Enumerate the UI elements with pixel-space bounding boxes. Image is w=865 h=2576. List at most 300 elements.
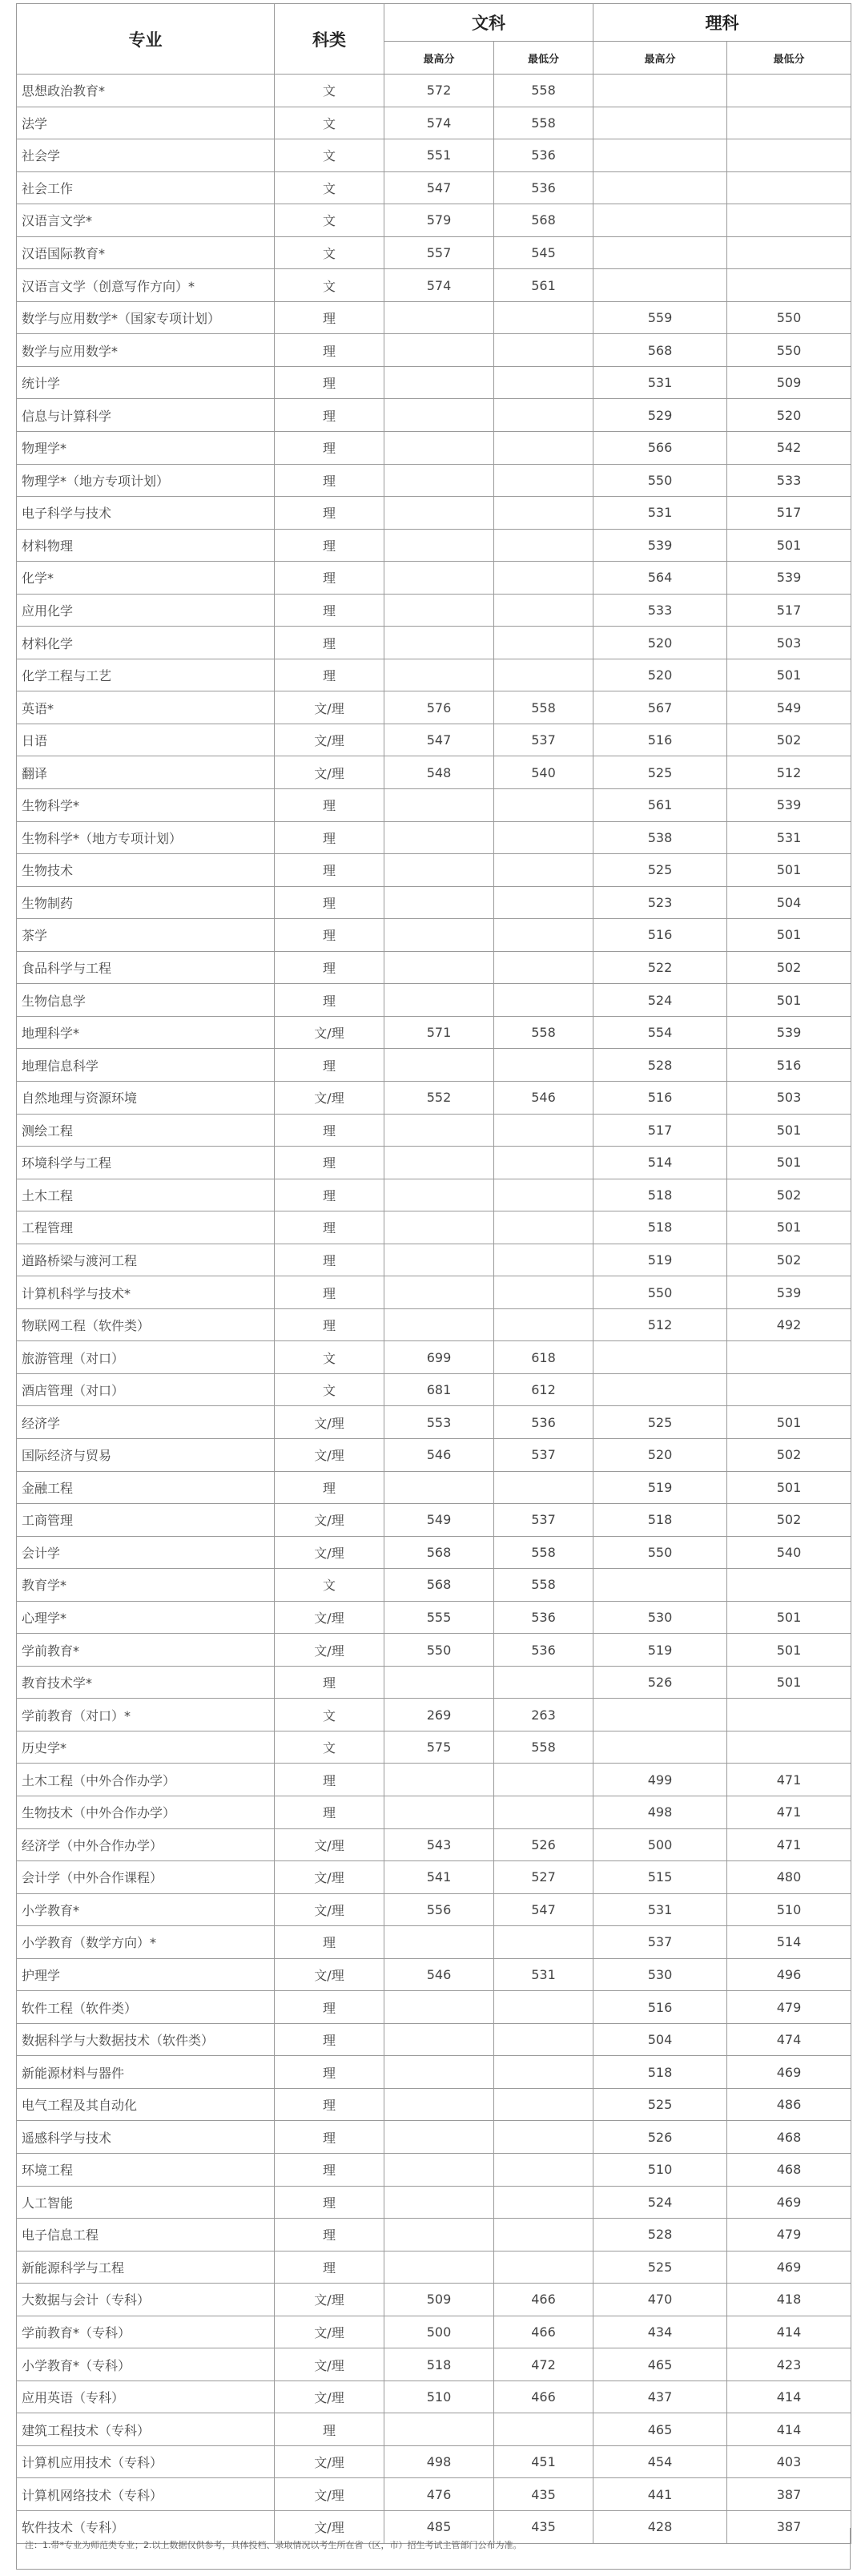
cell-like-highest: 531 [593,497,727,530]
cell-like-highest: 514 [593,1147,727,1179]
cell-major: 大数据与会计（专科） [17,2284,275,2316]
table-row [17,2154,851,2187]
table-row [17,1601,851,1634]
cell-major: 生物科学*（地方专项计划） [17,821,275,854]
cell-like-lowest: 501 [727,1211,851,1244]
cell-wenke-lowest [494,594,593,627]
cell-like-lowest: 501 [727,1114,851,1147]
cell-type: 理 [275,1666,384,1699]
cell-like-highest: 519 [593,1634,727,1667]
cell-like-highest [593,1341,727,1374]
cell-wenke-highest: 576 [384,691,494,724]
cell-type: 理 [275,562,384,595]
table-row [17,139,851,172]
cell-wenke-highest: 550 [384,1634,494,1667]
cell-like-lowest: 533 [727,464,851,497]
cell-wenke-lowest: 558 [494,75,593,107]
table-row [17,2056,851,2089]
cell-type: 理 [275,627,384,659]
cell-type: 文/理 [275,2511,384,2544]
cell-type: 文/理 [275,1958,384,1991]
cell-like-highest: 564 [593,562,727,595]
cell-type: 文 [275,236,384,269]
table-row [17,594,851,627]
cell-major: 汉语言文学（创意写作方向）* [17,269,275,302]
cell-like-lowest: 469 [727,2186,851,2219]
cell-type: 文/理 [275,1601,384,1634]
cell-like-highest: 522 [593,951,727,984]
cell-wenke-lowest [494,1114,593,1147]
cell-like-highest: 554 [593,1016,727,1049]
cell-wenke-lowest: 561 [494,269,593,302]
cell-like-highest: 520 [593,659,727,691]
cell-type: 理 [275,1796,384,1828]
cell-major: 社会工作 [17,171,275,204]
header-wenke-highest: 最高分 [384,42,494,75]
cell-type: 理 [275,919,384,952]
cell-wenke-lowest [494,854,593,887]
cell-wenke-highest [384,1049,494,1082]
cell-type: 理 [275,334,384,367]
cell-type: 理 [275,497,384,530]
cell-wenke-highest: 548 [384,756,494,789]
cell-like-highest [593,1731,727,1764]
cell-wenke-highest [384,2121,494,2154]
cell-wenke-highest [384,1244,494,1276]
cell-like-lowest: 542 [727,432,851,465]
cell-like-lowest [727,171,851,204]
table-row [17,2316,851,2348]
cell-major: 社会学 [17,139,275,172]
cell-like-highest: 559 [593,301,727,334]
cell-like-highest: 519 [593,1244,727,1276]
cell-wenke-highest: 509 [384,2284,494,2316]
cell-wenke-highest: 552 [384,1081,494,1114]
cell-type: 理 [275,659,384,691]
cell-wenke-highest: 549 [384,1504,494,1537]
cell-major: 化学工程与工艺 [17,659,275,691]
cell-like-highest: 441 [593,2478,727,2511]
cell-like-lowest [727,204,851,237]
table-row [17,691,851,724]
cell-like-lowest: 469 [727,2251,851,2284]
cell-wenke-lowest [494,1179,593,1211]
cell-wenke-highest: 574 [384,107,494,139]
cell-type: 理 [275,951,384,984]
cell-wenke-lowest: 536 [494,139,593,172]
cell-type: 文/理 [275,2284,384,2316]
cell-type: 文/理 [275,2380,384,2413]
cell-major: 茶学 [17,919,275,952]
table-row [17,1666,851,1699]
cell-wenke-highest [384,1764,494,1796]
cell-like-highest: 470 [593,2284,727,2316]
cell-wenke-highest [384,1471,494,1504]
cell-major: 小学教育*（专科） [17,2348,275,2381]
cell-major: 土木工程 [17,1179,275,1211]
cell-like-highest: 465 [593,2348,727,2381]
table-row [17,1244,851,1276]
table-row [17,1438,851,1471]
cell-like-highest: 526 [593,1666,727,1699]
cell-like-highest [593,139,727,172]
cell-wenke-highest: 681 [384,1373,494,1406]
cell-like-highest: 437 [593,2380,727,2413]
table-row [17,1828,851,1861]
cell-like-lowest [727,1699,851,1731]
cell-wenke-highest [384,1926,494,1959]
cell-wenke-lowest: 526 [494,1828,593,1861]
cell-major: 汉语国际教育* [17,236,275,269]
table-row [17,1373,851,1406]
cell-wenke-lowest: 472 [494,2348,593,2381]
cell-like-lowest: 503 [727,627,851,659]
table-row [17,659,851,691]
cell-type: 理 [275,1147,384,1179]
cell-major: 化学* [17,562,275,595]
cell-major: 汉语言文学* [17,204,275,237]
cell-like-highest [593,269,727,302]
score-table-container [16,3,851,2544]
table-row [17,1958,851,1991]
cell-wenke-lowest: 537 [494,1504,593,1537]
cell-wenke-highest: 551 [384,139,494,172]
cell-major: 地理信息科学 [17,1049,275,1082]
cell-type: 文/理 [275,1828,384,1861]
cell-like-lowest: 512 [727,756,851,789]
table-row [17,724,851,756]
table-row [17,1926,851,1959]
cell-major: 物联网工程（软件类） [17,1308,275,1341]
cell-type: 理 [275,399,384,432]
cell-wenke-highest [384,529,494,562]
cell-like-lowest: 492 [727,1308,851,1341]
cell-wenke-lowest [494,301,593,334]
cell-like-highest: 500 [593,1828,727,1861]
cell-major: 物理学* [17,432,275,465]
cell-like-lowest: 520 [727,399,851,432]
cell-wenke-lowest: 466 [494,2316,593,2348]
cell-like-lowest: 403 [727,2445,851,2478]
cell-type: 理 [275,1991,384,2024]
cell-wenke-highest [384,2186,494,2219]
header-like: 理科 [593,4,851,42]
cell-like-lowest: 509 [727,366,851,399]
cell-wenke-lowest [494,2186,593,2219]
cell-wenke-lowest: 527 [494,1861,593,1894]
table-row [17,1341,851,1374]
cell-major: 历史学* [17,1731,275,1764]
cell-major: 自然地理与资源环境 [17,1081,275,1114]
cell-like-lowest: 501 [727,919,851,952]
cell-wenke-lowest: 537 [494,1438,593,1471]
cell-like-lowest: 501 [727,1634,851,1667]
cell-like-lowest: 502 [727,951,851,984]
cell-major: 学前教育（对口）* [17,1699,275,1731]
cell-like-lowest [727,1373,851,1406]
table-row [17,627,851,659]
table-row [17,1114,851,1147]
table-row [17,1471,851,1504]
cell-like-highest: 518 [593,1179,727,1211]
table-row [17,1764,851,1796]
cell-like-lowest: 514 [727,1926,851,1959]
cell-like-highest: 465 [593,2413,727,2446]
table-row [17,1991,851,2024]
cell-like-highest: 529 [593,399,727,432]
cell-like-highest: 567 [593,691,727,724]
cell-major: 统计学 [17,366,275,399]
cell-like-highest: 504 [593,2023,727,2056]
cell-type: 理 [275,2023,384,2056]
cell-wenke-lowest [494,2121,593,2154]
cell-like-highest: 525 [593,2088,727,2121]
cell-like-highest: 530 [593,1958,727,1991]
cell-wenke-highest: 546 [384,1958,494,1991]
cell-major: 数学与应用数学* [17,334,275,367]
header-wenke: 文科 [384,4,593,42]
table-row [17,107,851,139]
cell-type: 文 [275,204,384,237]
cell-major: 信息与计算科学 [17,399,275,432]
cell-type: 文 [275,107,384,139]
cell-wenke-lowest: 466 [494,2284,593,2316]
cell-major: 人工智能 [17,2186,275,2219]
cell-like-lowest: 501 [727,1147,851,1179]
cell-like-lowest: 414 [727,2413,851,2446]
table-row [17,2121,851,2154]
cell-wenke-highest: 568 [384,1536,494,1569]
cell-wenke-highest: 553 [384,1406,494,1439]
cell-like-lowest [727,139,851,172]
cell-wenke-highest [384,821,494,854]
cell-type: 理 [275,2186,384,2219]
cell-type: 理 [275,886,384,919]
table-row [17,1699,851,1731]
cell-like-lowest [727,75,851,107]
cell-like-highest: 523 [593,886,727,919]
table-row [17,951,851,984]
table-row [17,75,851,107]
cell-wenke-lowest [494,1244,593,1276]
cell-major: 生物技术 [17,854,275,887]
cell-type: 理 [275,1049,384,1082]
cell-wenke-lowest [494,886,593,919]
cell-like-lowest: 502 [727,1438,851,1471]
cell-type: 理 [275,1244,384,1276]
cell-like-highest: 550 [593,1276,727,1309]
cell-wenke-lowest [494,919,593,952]
cell-like-lowest: 501 [727,529,851,562]
cell-wenke-lowest [494,1049,593,1082]
cell-wenke-lowest [494,821,593,854]
table-row [17,1081,851,1114]
cell-major: 生物制药 [17,886,275,919]
cell-wenke-highest [384,497,494,530]
cell-like-lowest: 539 [727,562,851,595]
cell-wenke-highest: 575 [384,1731,494,1764]
table-body [17,75,851,2544]
cell-wenke-lowest [494,984,593,1017]
cell-major: 环境工程 [17,2154,275,2187]
cell-major: 国际经济与贸易 [17,1438,275,1471]
cell-major: 测绘工程 [17,1114,275,1147]
cell-type: 理 [275,789,384,822]
cell-wenke-lowest [494,1471,593,1504]
cell-like-highest: 516 [593,724,727,756]
cell-like-highest: 537 [593,1926,727,1959]
cell-like-highest: 428 [593,2511,727,2544]
cell-major: 材料物理 [17,529,275,562]
cell-wenke-lowest [494,2154,593,2187]
cell-wenke-lowest: 547 [494,1893,593,1926]
cell-like-lowest: 418 [727,2284,851,2316]
cell-wenke-lowest [494,951,593,984]
cell-wenke-lowest: 558 [494,1536,593,1569]
cell-like-lowest: 468 [727,2121,851,2154]
cell-major: 英语* [17,691,275,724]
cell-major: 经济学（中外合作办学） [17,1828,275,1861]
cell-like-highest: 518 [593,2056,727,2089]
cell-like-lowest: 414 [727,2380,851,2413]
cell-like-lowest: 549 [727,691,851,724]
cell-major: 旅游管理（对口） [17,1341,275,1374]
cell-wenke-highest [384,886,494,919]
cell-wenke-lowest [494,432,593,465]
cell-like-highest: 539 [593,529,727,562]
cell-major: 环境科学与工程 [17,1147,275,1179]
cell-like-lowest: 501 [727,1406,851,1439]
cell-major: 日语 [17,724,275,756]
cell-like-lowest: 469 [727,2056,851,2089]
cell-like-lowest: 471 [727,1796,851,1828]
cell-type: 理 [275,2413,384,2446]
cell-major: 应用英语（专科） [17,2380,275,2413]
cell-like-highest: 538 [593,821,727,854]
cell-type: 文/理 [275,1406,384,1439]
cell-like-lowest: 474 [727,2023,851,2056]
cell-like-lowest [727,1731,851,1764]
cell-major: 计算机网络技术（专科） [17,2478,275,2511]
cell-like-lowest: 502 [727,1504,851,1537]
cell-wenke-highest: 543 [384,1828,494,1861]
cell-like-lowest: 516 [727,1049,851,1082]
table-row [17,756,851,789]
cell-wenke-lowest: 558 [494,691,593,724]
cell-wenke-lowest [494,1147,593,1179]
cell-wenke-lowest [494,659,593,691]
cell-major: 计算机科学与技术* [17,1276,275,1309]
cell-major: 学前教育* [17,1634,275,1667]
cell-wenke-highest [384,399,494,432]
table-row [17,1211,851,1244]
cell-wenke-lowest: 536 [494,1406,593,1439]
cell-type: 文 [275,1341,384,1374]
cell-wenke-lowest: 558 [494,1016,593,1049]
table-row [17,854,851,887]
cell-like-highest: 525 [593,2251,727,2284]
cell-major: 材料化学 [17,627,275,659]
cell-wenke-highest: 269 [384,1699,494,1731]
cell-wenke-lowest [494,2088,593,2121]
cell-wenke-lowest [494,399,593,432]
cell-wenke-lowest [494,464,593,497]
header-major: 专业 [17,4,275,75]
cell-type: 理 [275,594,384,627]
table-row [17,529,851,562]
table-row [17,497,851,530]
cell-major: 思想政治教育* [17,75,275,107]
cell-wenke-highest: 571 [384,1016,494,1049]
cell-type: 文/理 [275,1438,384,1471]
cell-wenke-highest: 574 [384,269,494,302]
cell-like-highest: 454 [593,2445,727,2478]
cell-type: 文/理 [275,1893,384,1926]
cell-wenke-highest: 541 [384,1861,494,1894]
cell-major: 物理学*（地方专项计划） [17,464,275,497]
table-row [17,2251,851,2284]
cell-wenke-lowest [494,627,593,659]
table-row [17,204,851,237]
table-row [17,1634,851,1667]
cell-wenke-highest [384,2251,494,2284]
cell-wenke-highest [384,334,494,367]
cell-wenke-highest [384,1666,494,1699]
cell-major: 电子科学与技术 [17,497,275,530]
cell-wenke-highest: 556 [384,1893,494,1926]
table-row [17,2284,851,2316]
cell-major: 工商管理 [17,1504,275,1537]
cell-wenke-lowest [494,789,593,822]
cell-type: 理 [275,1211,384,1244]
cell-major: 建筑工程技术（专科） [17,2413,275,2446]
cell-wenke-lowest: 263 [494,1699,593,1731]
cell-major: 教育学* [17,1569,275,1602]
cell-wenke-highest [384,1308,494,1341]
cell-major: 小学教育* [17,1893,275,1926]
table-row [17,2186,851,2219]
cell-like-highest: 568 [593,334,727,367]
cell-wenke-highest [384,2056,494,2089]
cell-wenke-lowest [494,1926,593,1959]
cell-wenke-lowest: 558 [494,1569,593,1602]
cell-major: 心理学* [17,1601,275,1634]
cell-wenke-highest: 568 [384,1569,494,1602]
cell-wenke-lowest: 612 [494,1373,593,1406]
cell-like-highest: 561 [593,789,727,822]
cell-like-lowest: 423 [727,2348,851,2381]
cell-wenke-highest [384,432,494,465]
cell-type: 理 [275,529,384,562]
cell-like-lowest: 501 [727,659,851,691]
table-row [17,789,851,822]
cell-like-highest: 525 [593,854,727,887]
cell-type: 文/理 [275,1081,384,1114]
cell-wenke-highest [384,366,494,399]
cell-like-highest: 531 [593,366,727,399]
table-row [17,1731,851,1764]
cell-like-highest: 499 [593,1764,727,1796]
cell-wenke-lowest [494,1796,593,1828]
cell-type: 理 [275,301,384,334]
cell-major: 经济学 [17,1406,275,1439]
cell-like-lowest: 502 [727,1244,851,1276]
cell-like-lowest [727,1341,851,1374]
cell-wenke-lowest [494,562,593,595]
cell-type: 理 [275,821,384,854]
cell-wenke-highest: 579 [384,204,494,237]
cell-like-lowest: 471 [727,1764,851,1796]
